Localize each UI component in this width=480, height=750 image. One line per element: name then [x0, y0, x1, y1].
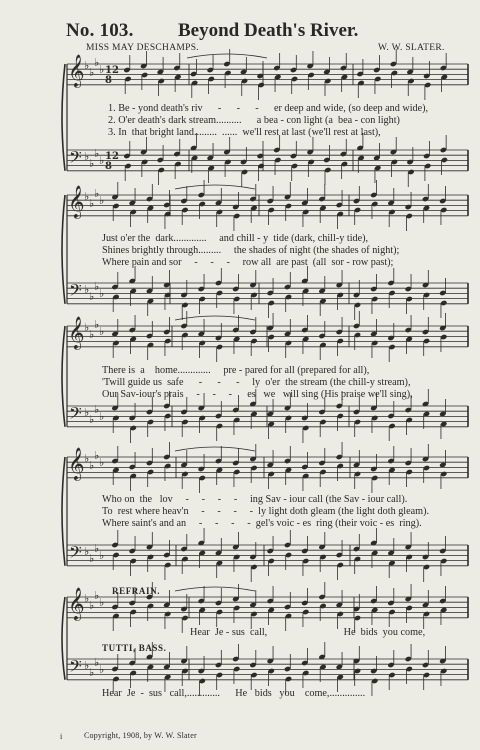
brace [62, 597, 65, 680]
key-signature-treble: ♭ [84, 592, 90, 605]
key-signature-bass: ♭ [99, 549, 105, 562]
key-signature-bass: ♭ [84, 283, 90, 296]
key-signature-treble: ♭ [89, 459, 95, 472]
lyric-line: Where saint's and an - - - - gel's voic - es ring (their voic - es ring). [102, 518, 422, 529]
key-signature-treble: ♭ [84, 190, 90, 203]
key-signature-treble: ♭ [99, 456, 105, 469]
key-signature-bass: ♭ [99, 154, 105, 167]
key-signature-treble: ♭ [89, 66, 95, 79]
time-signature-bass: 12 [105, 151, 119, 162]
key-signature-treble: ♭ [84, 321, 90, 334]
lyric-line: 3. In that bright land......... ...... we'll rest at last (we'll rest at last), [108, 127, 381, 138]
lyric-line: Shines brightly through......... the shades of night (the shades of night); [102, 245, 400, 256]
lyric-line: Who on the lov - - - - ing Sav - iour call (the Sav - iour call). [102, 494, 408, 505]
brace [62, 326, 65, 427]
key-signature-bass: ♭ [89, 552, 95, 565]
key-signature-bass: ♭ [89, 290, 95, 303]
key-signature-treble: ♭ [94, 449, 100, 462]
lyric-line: Our Sav-iour's prais - - - es we will sing (His praise we'll sing), [102, 389, 413, 400]
key-signature-bass: ♭ [94, 542, 100, 555]
key-signature-bass: ♭ [84, 659, 90, 672]
bass-clef-icon: 𝄢 [69, 280, 82, 304]
tutti-bass-label: TUTTI, BASS. [102, 643, 167, 653]
lyric-line: There is a home............. pre - pared for all (prepared for all), [102, 365, 370, 376]
bass-clef-icon: 𝄢 [69, 403, 82, 427]
refrain-lyric-lower: Hear Je - sus call,............. He bids you come,.............. [102, 688, 366, 699]
hymn-number: No. 103. [66, 20, 134, 41]
lyric-line: 2. O'er death's dark stream.......... a bea - con light (a bea - con light) [108, 115, 400, 126]
treble-clef-icon: 𝄞 [68, 185, 85, 218]
bass-clef-icon: 𝄢 [69, 147, 82, 171]
page-mark: i [60, 732, 63, 741]
time-signature-treble: 12 [105, 65, 119, 76]
key-signature-bass: ♭ [89, 413, 95, 426]
brace [62, 195, 65, 304]
key-signature-treble: ♭ [89, 599, 95, 612]
slur [187, 54, 267, 58]
key-signature-bass: ♭ [84, 545, 90, 558]
key-signature-treble: ♭ [89, 328, 95, 341]
key-signature-bass: ♭ [84, 150, 90, 163]
key-signature-bass: ♭ [94, 656, 100, 669]
lyricist-credit: MISS MAY DESCHAMPS. [86, 43, 199, 53]
brace [62, 457, 65, 566]
key-signature-treble: ♭ [94, 589, 100, 602]
lyric-line: Just o'er the dark............. and chill - y tide (dark, chill-y tide), [102, 233, 369, 244]
treble-clef-icon: 𝄞 [68, 54, 85, 87]
key-signature-bass: ♭ [99, 663, 105, 676]
key-signature-treble: ♭ [99, 63, 105, 76]
treble-clef-icon: 𝄞 [68, 587, 85, 620]
hymn-title: Beyond Death's River. [178, 20, 359, 41]
key-signature-bass: ♭ [89, 157, 95, 170]
refrain-label: REFRAIN. [112, 586, 161, 596]
lyric-line: 'Twill guide us safe - - - ly o'er the stream (the chill-y stream), [102, 377, 411, 388]
key-signature-treble: ♭ [99, 325, 105, 338]
refrain-lyric-upper: Hear Je - sus call, He bids you come, [190, 627, 426, 638]
time-signature-bass: 8 [105, 161, 112, 172]
treble-clef-icon: 𝄞 [68, 316, 85, 349]
key-signature-treble: ♭ [99, 194, 105, 207]
key-signature-treble: ♭ [84, 452, 90, 465]
key-signature-bass: ♭ [84, 406, 90, 419]
key-signature-bass: ♭ [94, 280, 100, 293]
key-signature-treble: ♭ [94, 187, 100, 200]
key-signature-bass: ♭ [94, 147, 100, 160]
key-signature-treble: ♭ [94, 56, 100, 69]
composer-credit: W. W. SLATER. [378, 43, 445, 53]
time-signature-treble: 8 [105, 75, 112, 86]
key-signature-bass: ♭ [99, 410, 105, 423]
key-signature-treble: ♭ [99, 596, 105, 609]
key-signature-treble: ♭ [94, 318, 100, 331]
lyric-line: 1. Be - yond death's riv - - - er deep and wide, (so deep and wide), [108, 103, 429, 114]
treble-clef-icon: 𝄞 [68, 447, 85, 480]
lyric-line: To rest where heav'n - - - - ly light doth gleam (the light doth gleam). [102, 506, 430, 517]
key-signature-bass: ♭ [94, 403, 100, 416]
key-signature-bass: ♭ [89, 666, 95, 679]
slur [175, 587, 255, 591]
key-signature-treble: ♭ [89, 197, 95, 210]
bass-clef-icon: 𝄢 [69, 542, 82, 566]
bass-clef-icon: 𝄢 [69, 656, 82, 680]
lyric-line: Where pain and sor - - - row all are past (all sor - row past); [102, 257, 394, 268]
brace [62, 64, 65, 171]
copyright-notice: Copyright, 1908, by W. W. Slater [84, 731, 197, 740]
key-signature-bass: ♭ [99, 287, 105, 300]
key-signature-treble: ♭ [84, 59, 90, 72]
